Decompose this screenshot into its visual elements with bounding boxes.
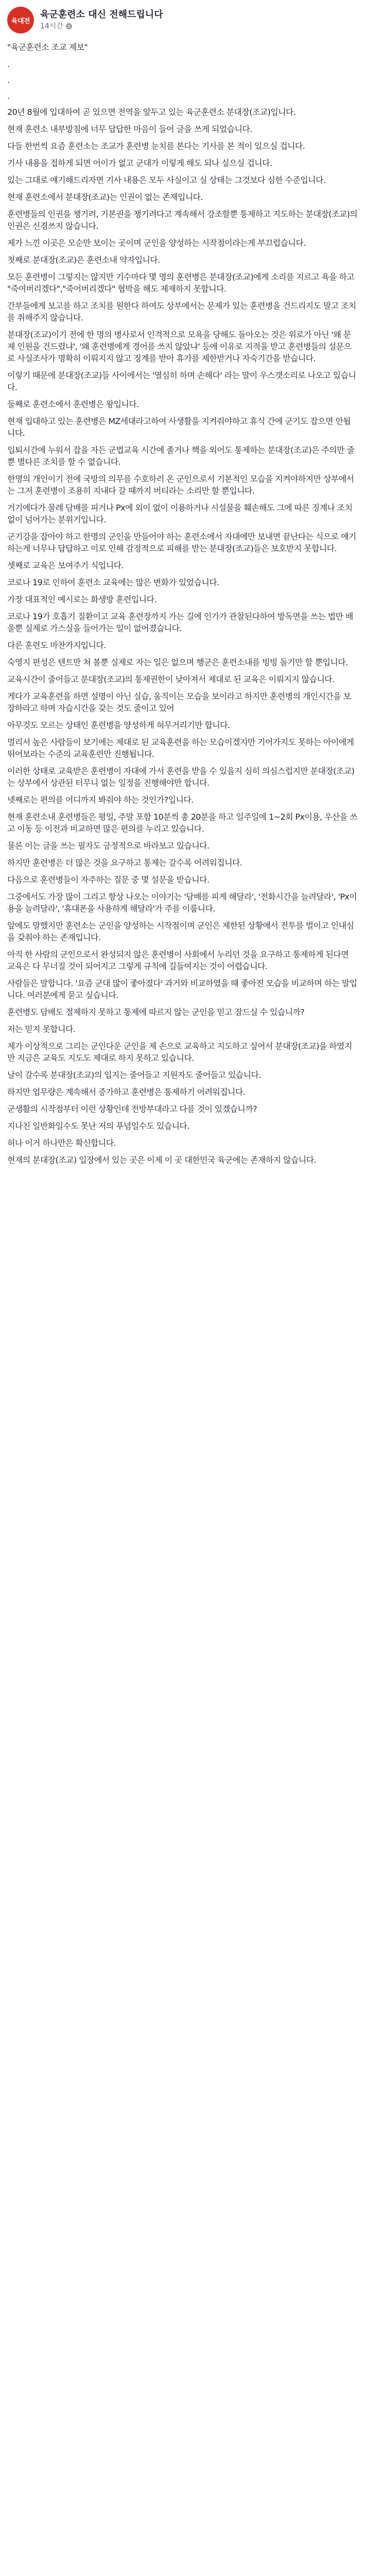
post-paragraph: 앞에도 말했지만 훈련소는 군인을 양성하는 시작점이며 군인은 제한된 상황에서 전투를 벌이고 인내심을 갖춰야 하는 존재입니다.	[7, 921, 354, 942]
post-paragraph: 가장 대표적인 예시로는 화생방 훈련입니다.	[7, 595, 157, 604]
post-paragraph: 거기에다가 물레 담배를 피거나 Px에 외이 없이 이용하거나 시설물을 훼손해도 그에 따른 징계나 조치없이 넘어가는 분위기입니다.	[7, 503, 353, 524]
post-body	[7, 41, 358, 1166]
post-paragraph: 이렇기 때문에 분대장(조교)들 사이에서는 '열심히 하며 손해다' 라는 말이 우스갯소리로 나오고 있습니다.	[7, 370, 356, 392]
post-paragraph: 날이 갈수록 분대장(조교)의 입지는 줄어들고 지원자도 줄어들고 있습니다.	[7, 1070, 261, 1080]
post-paragraph: 현재의 분대장(조교) 입장에서 있는 곳은 이제 이 곳 대한민국 육군에는 존재하지 않습니다.	[7, 1155, 316, 1165]
post-paragraph: 기사 내용을 접하게 되면 어이가 없고 군대가 이렇게 해도 되나 싶으실 겁니다.	[7, 158, 272, 168]
post-paragraph: 하지만 업무량은 계속해서 증가하고 훈련병은 통제하기 어려워집니다.	[7, 1087, 246, 1097]
post-paragraph: 허나 이거 하나만은 확신합니다.	[7, 1138, 116, 1148]
post-paragraph: 20년 8월에 입대하여 곧 있으면 전역을 앞두고 있는 육군훈련소 분대장(조교)입니다.	[7, 107, 296, 117]
post-meta	[40, 21, 163, 31]
post-paragraph: 둘째로 훈련소에서 훈련병은 왕입니다.	[7, 399, 139, 409]
post-paragraph: 코로나 19가 호흡기 질환이고 교육 훈련장까지 가는 길에 인가가 관찰된다하여 방독면을 쓰는 법만 배울뿐 실제로 가스실을 들어가는 일이 없어졌습니다.	[7, 612, 353, 633]
post-paragraph: 한명의 개인이기 전에 국방의 의무를 수호하러 온 군인으로서 기본적인 모습을 지켜야하지만 상부에서는 그저 훈련병이 조용히 지내다 갈 때까지 버티라는 소리만 할 뿐입니다.	[7, 474, 354, 496]
post-paragraph: 숙영지 편성은 텐트만 쳐 볼뿐 실제로 자는 일은 없으며 행군은 훈련소내를 빙빙 돌기만 할 뿐입니다.	[7, 657, 348, 667]
post-paragraph: .	[7, 75, 10, 85]
post-paragraph: 현재 훈련소내 훈련병들은 평일, 주말 포함 10분씩 총 20분을 하고 일주일에 1~2회 Px이용, 우산을 쓰고 이동 등 이전과 비교하면 많은 편의를 누리고 있습니다.	[7, 812, 357, 834]
post-paragraph: 물론 이는 글을 쓰는 필자도 긍정적으로 바라보고 있습니다.	[7, 841, 210, 851]
post-paragraph: 다른 훈련도 마찬가지입니다.	[7, 640, 106, 650]
post-paragraph: 훈련병들의 인권을 챙기려, 기본권을 챙기려다고 계속해서 강조할뿐 통제하고 지도하는 분대장(조교)의 인권은 신경쓰지 않습니다.	[7, 209, 358, 231]
post-header-text	[40, 9, 163, 31]
post-paragraph: 있는 그대로 얘기해드리자면 기사 내용은 모두 사실이고 실 상태는 그것보다 심한 수준입니다.	[7, 175, 326, 185]
post-paragraph: 군기강을 잡아야 하고 한명의 군인을 만들어야 하는 훈련소에서 자대에만 보내면 끝난다는 식으로 얘기하는게 너무나 답답하고 이로 인해 감정적으로 피해를 받는 분대장(조교)들은 보호받지 못합니다.	[7, 532, 356, 553]
page-avatar[interactable]: 육대전	[7, 7, 34, 33]
post-paragraph: 다들 한번씩 요즘 훈련소는 조교가 훈련병 눈치를 본다는 기사를 본 적이 있으실 겁니다.	[7, 141, 305, 151]
post-paragraph: 사람들은 말합니다. '요즘 군대 많이 좋아졌다' 과거와 비교하였을 때 좋아진 모습을 비교하며 하는 말입니다. 여러분에게 묻고 싶습니다.	[7, 978, 357, 1000]
post-header	[7, 5, 358, 35]
post-paragraph: 훈련병도 담배도 절제하지 못하고 통제에 따르지 않는 군인을 믿고 잠드실 수 있습니까?	[7, 1007, 305, 1017]
post-timestamp[interactable]: 14시간	[40, 22, 63, 30]
post-paragraph: 멀리서 높은 사람들이 보기에는 제대로 된 교육훈련을 하는 모습이겠지만 기어가지도 못하는 아이에게 뛰어보라는 수준의 교육훈련만 진행됩니다.	[7, 737, 354, 759]
page-name-link[interactable]: 육군훈련소 대신 전해드립니다	[40, 9, 163, 20]
post-paragraph: 모든 훈련병이 그렇지는 않지만 기수마다 몇 명의 훈련병은 분대장(조교)에게 소리를 지르고 욕을 하고 "죽여버리겠다","죽어버리겠다" 협박을 해도 제재하지 못합니다.	[7, 272, 355, 294]
post-paragraph: 지나친 일반화일수도 못난 저의 푸념일수도 있습니다.	[7, 1121, 189, 1131]
post-paragraph: 제가 느낀 이곳은 모순만 보이는 곳이며 군인을 양성하는 시작점이라는게 부끄럽습니다.	[7, 238, 306, 248]
post-paragraph: 아직 한 사람의 군인으로서 완성되지 않은 훈련병이 사회에서 누리던 것을 요구하고 통제하게 된다면 교육은 다 무너질 것이 되어지고 그렇게 규칙에 길들여지는 것이 어렵습니다.	[7, 950, 349, 971]
post-paragraph: 간부들에게 보고를 하고 조치를 원한다 하여도 상부에서는 문제가 있는 훈련병을 건드리지도 말고 조치를 취해주지 않습니다.	[7, 301, 356, 323]
post-paragraph: 넷째로는 편의를 어디까지 봐줘야 하는 것인가?입니다.	[7, 795, 194, 805]
post-paragraph: 현재 훈련소 내부방침에 너무 답답한 마음이 들어 글을 쓰게 되었습니다.	[7, 124, 252, 134]
post-paragraph: 하지만 훈련병은 더 많은 것을 요구하고 통제는 갈수록 어려워집니다.	[7, 858, 242, 868]
post-paragraph: .	[7, 91, 10, 101]
post-paragraph: 저는 믿지 못합니다.	[7, 1024, 76, 1034]
post-paragraph: .	[7, 59, 10, 69]
post-paragraph: 아무것도 모르는 상태인 훈련병을 양성하게 허무거리기만 합니다.	[7, 720, 230, 730]
post-paragraph: 현재 훈련소에서 분대장(조교)는 인권이 없는 존재입니다.	[7, 192, 203, 202]
post-paragraph: 게다가 교육훈련을 하면 설명이 아닌 실습, 움직이는 모습을 보이라고 하지만 훈련병의 개인시간을 보장하라고 하며 자습시간을 갖는 것도 줄이고 있어	[7, 691, 351, 713]
globe-icon	[66, 23, 72, 29]
post-paragraph: 현재 입대하고 있는 훈련병은 MZ세대라고하여 사생활을 지켜줘야하고 휴식 간에 군기도 잡으면 안됩니다.	[7, 416, 351, 438]
post-paragraph: 그중에서도 가장 많이 그리고 항상 나오는 이야기는 '담배를 피게 해달라', '전화시간을 늘려달라', 'Px이용을 늘려달라', '휴대폰을 사용하게 해달라'가 주를 이룹니다.	[7, 892, 357, 913]
post-paragraph: 이러한 상태로 교육받은 훈련병이 자대에 가서 훈련을 받을 수 있을지 심히 의심스럽지만 분대장(조교)는 상부에서 상관된 터무니 없는 일정을 진행해야만 합니다.	[7, 766, 355, 788]
post-paragraph: 분대장(조교)이기 전에 한 명의 병사로서 인격적으로 모욕을 당해도 돌아오는 것은 위로가 아닌 '왜 문제 인원을 건드렸냐', '왜 훈련병에게 경어를 쓰지 않았냐' 등에 이유로 지적을 받고 훈련병들의 설문으로 사실조사가 명확히 이뤄지지 않고 징계를 받아 휴가를 제한받거나 자숙기간을 받습니다.	[7, 330, 352, 363]
post-paragraph: 셋째로 교육은 보여주기 식입니다.	[7, 561, 124, 570]
post-paragraph: 입퇴시간에 누워서 잡을 자든 군법교육 시간에 졸거나 핵을 외어도 통제하는 분대장(조교)은 주의만 줄 뿐 별다른 조치를 할 수 없습니다.	[7, 445, 355, 467]
post-paragraph: 군생활의 시작점부터 이런 상황인데 전방부대라고 다를 것이 있겠습니까?	[7, 1104, 257, 1114]
post-paragraph: "육군훈련소 조교 제보"	[7, 42, 88, 52]
post-paragraph: 제가 이상적으로 그리는 군인다운 군인을 제 손으로 교육하고 지도하고 싶어서 분대장(조교)을 하였지만 지금은 교육도 지도도 제대로 하지 못하고 있습니다.	[7, 1041, 352, 1063]
post-paragraph: 코로나 19로 인하여 훈련소 교육에는 많은 변화가 있었습니다.	[7, 578, 219, 587]
post-paragraph: 교육시간이 줄어들고 분대장(조교)의 통제권한이 낮아져서 제대로 된 교육은 이뤄지지 않습니다.	[7, 674, 335, 684]
post-paragraph: 다음으로 훈련병들이 자주하는 질문 중 몇 설문을 받습니다.	[7, 875, 210, 885]
post-paragraph: 첫째로 분대장(조교)은 훈련소내 약자입니다.	[7, 255, 160, 265]
